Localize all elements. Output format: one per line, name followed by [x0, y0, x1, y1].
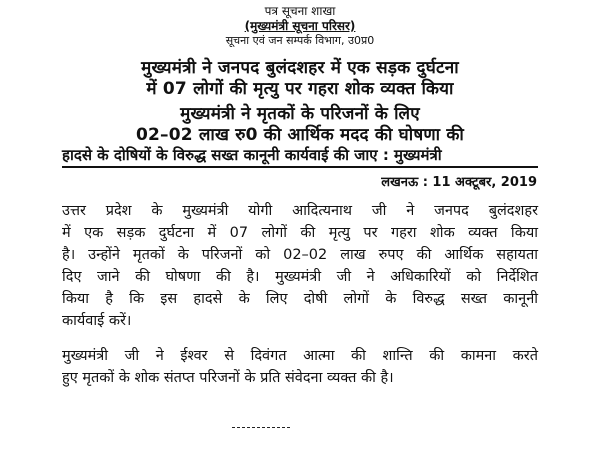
- headline-line-3: मुख्यमंत्री ने मृतकों के परिजनों के लिए: [180, 104, 420, 124]
- dateline: लखनऊ : 11 अक्टूबर, 2019: [381, 175, 537, 190]
- body-paragraph-2-line: हुए मृतकों के शोक संतप्त परिजनों के प्रति संवेदना व्यक्त की है।: [62, 370, 394, 386]
- body-paragraph-2-line: मुख्यमंत्री जी ने ईश्वर से दिवंगत आत्मा की शान्ति की कामना करते: [62, 348, 538, 364]
- subheading: हादसे के दोषियों के विरुद्ध सख्त कानूनी कार्यवाई की जाए : मुख्यमंत्री: [62, 145, 538, 168]
- body-paragraph-1-line: कार्यवाई करें।: [62, 313, 132, 329]
- body-paragraph-1-line: किया है कि इस हादसे के लिए दोषी लोगों के विरुद्ध सख्त कानूनी: [62, 291, 538, 307]
- body-paragraph-1-line: है। उन्होंने मृतकों के परिजनों को 02–02 लाख रुपए की आर्थिक सहायता: [62, 247, 538, 263]
- headline-line-1: मुख्यमंत्री ने जनपद बुलंदशहर में एक सड़क दुर्घटना: [141, 58, 459, 78]
- closing-divider: [232, 427, 290, 428]
- ministry-header: सूचना एवं जन सम्पर्क विभाग, उ0प्र0: [225, 34, 375, 47]
- headline-line-4: 02–02 लाख रु0 की आर्थिक मदद की घोषणा की: [135, 125, 465, 145]
- body-paragraph-1-line: दिए जाने की घोषणा की है। मुख्यमंत्री जी ने अधिकारियों को निर्देशित: [62, 269, 538, 285]
- department-header: पत्र सूचना शाखा: [264, 4, 336, 18]
- body-paragraph-1-line: में एक सड़क दुर्घटना में 07 लोगों की मृत्यु पर गहरा शोक व्यक्त किया: [62, 225, 538, 241]
- headline-line-2: में 07 लोगों की मृत्यु पर गहरा शोक व्यक्त किया: [146, 79, 454, 99]
- cm-information-header: (मुख्यमंत्री सूचना परिसर): [244, 19, 356, 33]
- body-paragraph-1-line: उत्तर प्रदेश के मुख्यमंत्री योगी आदित्यनाथ जी ने जनपद बुलंदशहर: [62, 203, 538, 219]
